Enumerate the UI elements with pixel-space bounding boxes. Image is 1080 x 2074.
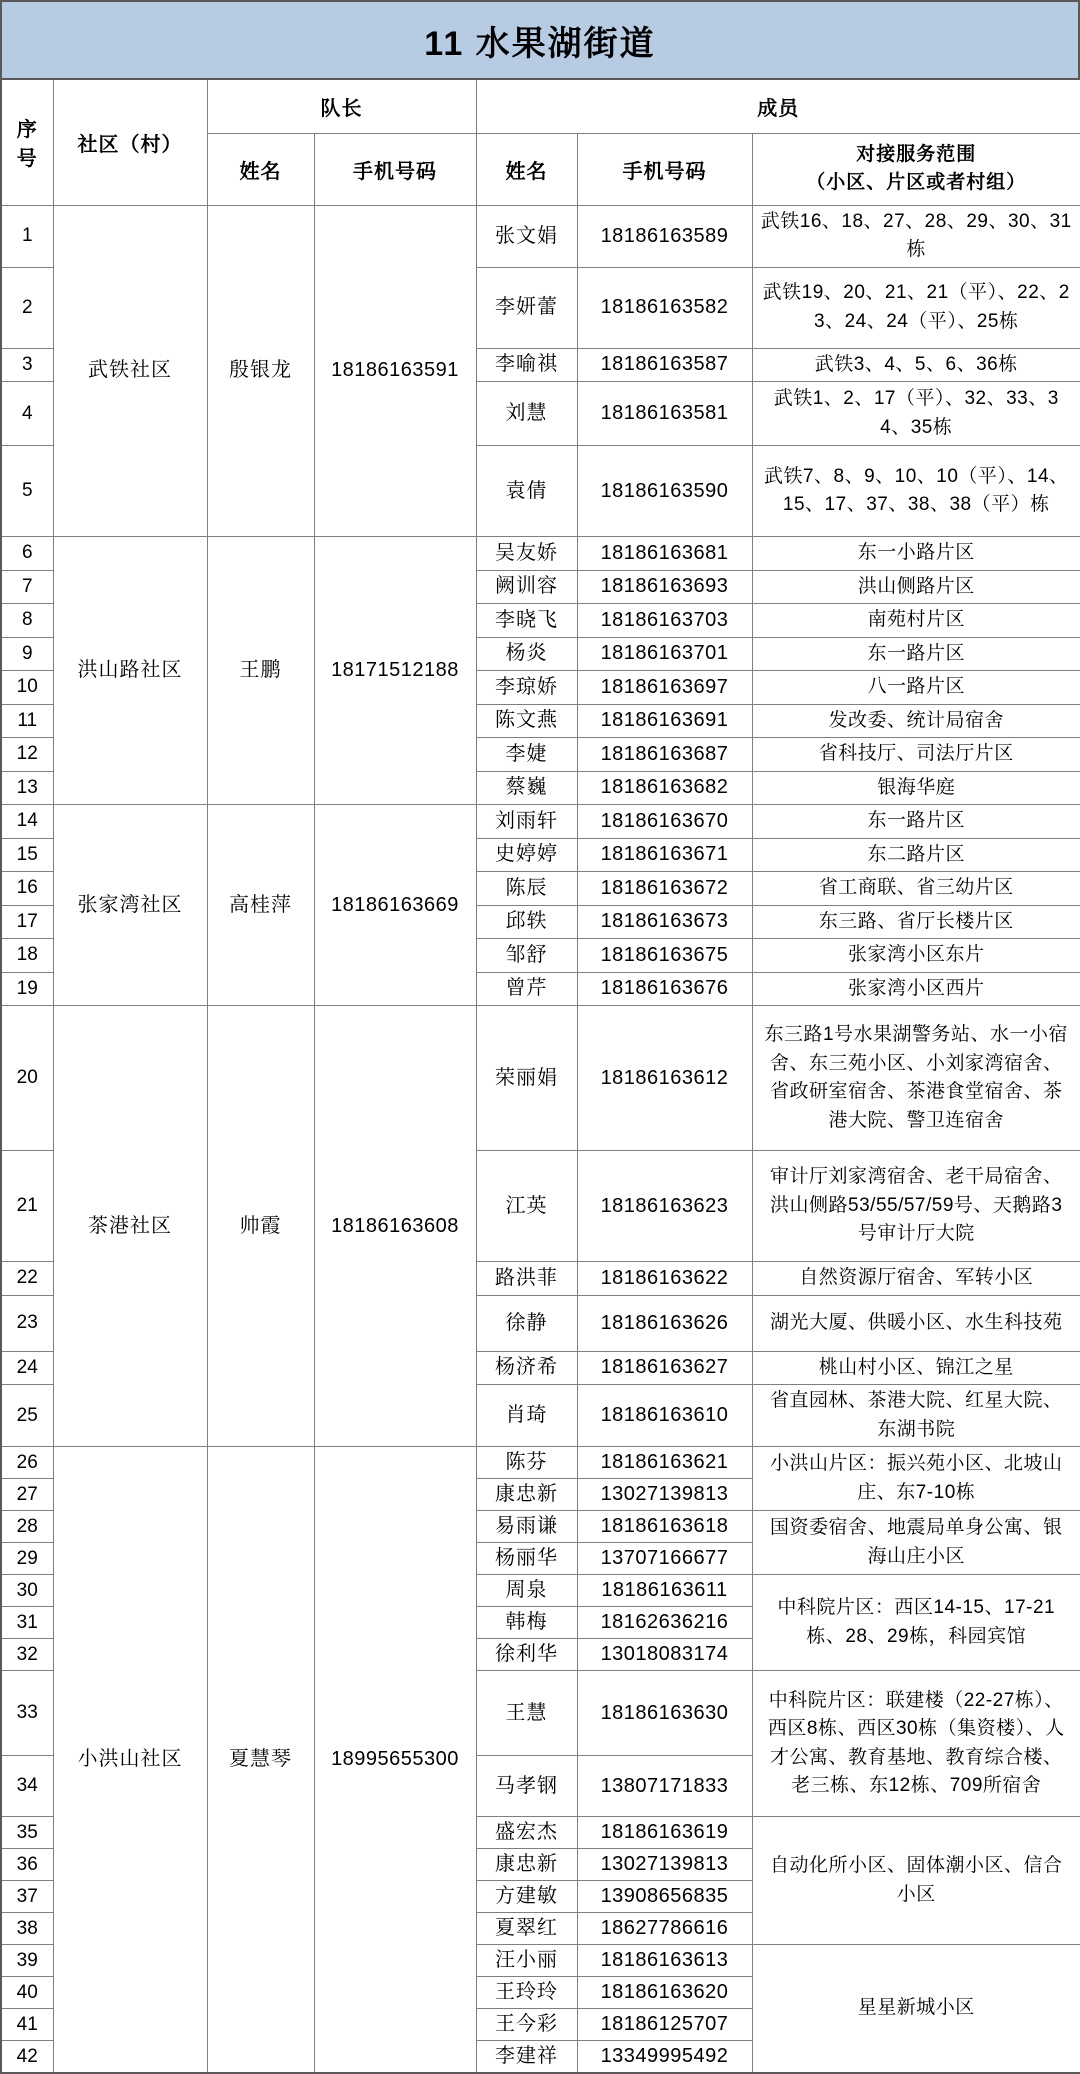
member-phone-cell: 13018083174 (577, 1639, 752, 1671)
member-phone-cell: 18186163630 (577, 1671, 752, 1756)
member-name-cell: 韩梅 (476, 1607, 577, 1639)
service-area-cell: 东一路片区 (752, 805, 1080, 839)
member-phone-cell: 18186163626 (577, 1295, 752, 1351)
header-service-scope-line1: 对接服务范围 (856, 144, 977, 166)
member-phone-cell: 18186163582 (577, 267, 752, 348)
page-title: 11 水果湖街道 (424, 24, 656, 63)
leader-name-cell: 帅霞 (207, 1006, 314, 1447)
member-phone-cell: 18186163611 (577, 1575, 752, 1607)
member-phone-cell: 18162636216 (577, 1607, 752, 1639)
service-area-cell: 省直园林、茶港大院、红星大院、东湖书院 (752, 1385, 1080, 1447)
table-header (1, 79, 1080, 205)
service-area-cell: 审计厅刘家湾宿舍、老干局宿舍、洪山侧路53/55/57/59号、天鹅路3号审计厅大院 (752, 1151, 1080, 1262)
service-area-cell: 武铁7、8、9、10、10（平）、14、15、17、37、38、38（平）栋 (752, 446, 1080, 537)
community-cell: 武铁社区 (53, 205, 207, 537)
member-phone-cell: 18186163621 (577, 1447, 752, 1479)
service-area-cell: 小洪山片区：振兴苑小区、北坡山庄、东7-10栋 (752, 1447, 1080, 1511)
member-name-cell: 史婷婷 (476, 838, 577, 872)
leader-name-cell: 高桂萍 (207, 805, 314, 1006)
member-name-cell: 李晓飞 (476, 604, 577, 638)
member-name-cell: 杨丽华 (476, 1543, 577, 1575)
row-number-cell: 40 (1, 1977, 53, 2009)
leader-phone-cell: 18186163608 (314, 1006, 476, 1447)
row-number-cell: 9 (1, 637, 53, 671)
row-number-cell: 8 (1, 604, 53, 638)
member-phone-cell: 18186163589 (577, 205, 752, 267)
member-name-cell: 曾芹 (476, 972, 577, 1006)
member-name-cell: 易雨谦 (476, 1511, 577, 1543)
member-phone-cell: 18186163676 (577, 972, 752, 1006)
member-name-cell: 李建祥 (476, 2041, 577, 2074)
member-phone-cell: 13027139813 (577, 1849, 752, 1881)
member-name-cell: 康忠新 (476, 1849, 577, 1881)
member-phone-cell: 18186163682 (577, 771, 752, 805)
service-area-cell: 自动化所小区、固体潮小区、信合小区 (752, 1817, 1080, 1945)
member-name-cell: 康忠新 (476, 1479, 577, 1511)
member-phone-cell: 18186163612 (577, 1006, 752, 1151)
member-name-cell: 袁倩 (476, 446, 577, 537)
row-number-cell: 21 (1, 1151, 53, 1262)
service-area-cell: 湖光大厦、供暖小区、水生科技苑 (752, 1295, 1080, 1351)
header-member-phone: 手机号码 (577, 133, 752, 205)
member-phone-cell: 18186163620 (577, 1977, 752, 2009)
table-row (1, 1006, 1080, 1151)
row-number-cell: 34 (1, 1756, 53, 1817)
member-name-cell: 李妍蕾 (476, 267, 577, 348)
row-number-cell: 24 (1, 1351, 53, 1385)
service-area-cell: 中科院片区：联建楼（22-27栋）、西区8栋、西区30栋（集资楼）、人才公寓、教育基地、教育综合楼、老三栋、东12栋、709所宿舍 (752, 1671, 1080, 1817)
member-name-cell: 李琼娇 (476, 671, 577, 705)
service-area-cell: 张家湾小区东片 (752, 939, 1080, 973)
member-phone-cell: 18186163703 (577, 604, 752, 638)
row-number-cell: 16 (1, 872, 53, 906)
member-name-cell: 杨炎 (476, 637, 577, 671)
community-cell: 洪山路社区 (53, 537, 207, 805)
header-member: 成员 (476, 79, 1080, 133)
member-phone-cell: 18186163623 (577, 1151, 752, 1262)
member-name-cell: 徐静 (476, 1295, 577, 1351)
table-row (1, 1447, 1080, 1479)
row-number-cell: 19 (1, 972, 53, 1006)
service-area-cell: 武铁16、18、27、28、29、30、31栋 (752, 205, 1080, 267)
row-number-cell: 26 (1, 1447, 53, 1479)
member-name-cell: 刘雨轩 (476, 805, 577, 839)
member-phone-cell: 18186163701 (577, 637, 752, 671)
member-name-cell: 陈芬 (476, 1447, 577, 1479)
member-phone-cell: 18186125707 (577, 2009, 752, 2041)
member-phone-cell: 18186163672 (577, 872, 752, 906)
row-number-cell: 31 (1, 1607, 53, 1639)
service-area-cell: 省科技厅、司法厅片区 (752, 738, 1080, 772)
row-number-cell: 20 (1, 1006, 53, 1151)
row-number-cell: 10 (1, 671, 53, 705)
leader-phone-cell: 18995655300 (314, 1447, 476, 2074)
row-number-cell: 29 (1, 1543, 53, 1575)
member-name-cell: 方建敏 (476, 1881, 577, 1913)
member-name-cell: 陈辰 (476, 872, 577, 906)
street-roster-table (0, 78, 1080, 2074)
member-phone-cell: 18186163587 (577, 348, 752, 382)
community-cell: 小洪山社区 (53, 1447, 207, 2074)
service-area-cell: 银海华庭 (752, 771, 1080, 805)
row-number-cell: 6 (1, 537, 53, 571)
leader-phone-cell: 18186163591 (314, 205, 476, 537)
member-name-cell: 陈文燕 (476, 704, 577, 738)
row-number-cell: 15 (1, 838, 53, 872)
service-area-cell: 武铁1、2、17（平）、32、33、34、35栋 (752, 382, 1080, 446)
member-phone-cell: 13027139813 (577, 1479, 752, 1511)
table-row (1, 805, 1080, 839)
service-area-cell: 东三路1号水果湖警务站、水一小宿舍、东三苑小区、小刘家湾宿舍、省政研室宿舍、茶港食堂宿舍、茶港大院、警卫连宿舍 (752, 1006, 1080, 1151)
row-number-cell: 27 (1, 1479, 53, 1511)
service-area-cell: 南苑村片区 (752, 604, 1080, 638)
row-number-cell: 3 (1, 348, 53, 382)
member-name-cell: 江英 (476, 1151, 577, 1262)
member-name-cell: 汪小丽 (476, 1945, 577, 1977)
member-phone-cell: 18186163675 (577, 939, 752, 973)
service-area-cell: 武铁19、20、21、21（平）、22、23、24、24（平）、25栋 (752, 267, 1080, 348)
member-phone-cell: 18186163618 (577, 1511, 752, 1543)
service-area-cell: 武铁3、4、5、6、36栋 (752, 348, 1080, 382)
row-number-cell: 14 (1, 805, 53, 839)
service-area-cell: 东二路片区 (752, 838, 1080, 872)
service-area-cell: 洪山侧路片区 (752, 570, 1080, 604)
member-phone-cell: 18186163619 (577, 1817, 752, 1849)
row-number-cell: 30 (1, 1575, 53, 1607)
row-number-cell: 25 (1, 1385, 53, 1447)
member-phone-cell: 13707166677 (577, 1543, 752, 1575)
member-phone-cell: 18186163670 (577, 805, 752, 839)
header-leader-phone: 手机号码 (314, 133, 476, 205)
row-number-cell: 1 (1, 205, 53, 267)
member-phone-cell: 13908656835 (577, 1881, 752, 1913)
service-area-cell: 东三路、省厅长楼片区 (752, 905, 1080, 939)
table-row (1, 537, 1080, 571)
row-number-cell: 12 (1, 738, 53, 772)
row-number-cell: 11 (1, 704, 53, 738)
member-name-cell: 马孝钢 (476, 1756, 577, 1817)
header-service-scope (752, 133, 1080, 205)
member-phone-cell: 18186163691 (577, 704, 752, 738)
row-number-cell: 33 (1, 1671, 53, 1756)
member-phone-cell: 18627786616 (577, 1913, 752, 1945)
leader-phone-cell: 18171512188 (314, 537, 476, 805)
member-name-cell: 夏翠红 (476, 1913, 577, 1945)
service-area-cell: 东一路片区 (752, 637, 1080, 671)
leader-phone-cell: 18186163669 (314, 805, 476, 1006)
leader-name-cell: 夏慧琴 (207, 1447, 314, 2074)
member-phone-cell: 18186163581 (577, 382, 752, 446)
member-phone-cell: 18186163693 (577, 570, 752, 604)
header-no: 序号 (1, 79, 53, 205)
service-area-cell: 省工商联、省三幼片区 (752, 872, 1080, 906)
row-number-cell: 35 (1, 1817, 53, 1849)
header-community: 社区（村） (53, 79, 207, 205)
service-area-cell: 国资委宿舍、地震局单身公寓、银海山庄小区 (752, 1511, 1080, 1575)
member-name-cell: 吴友娇 (476, 537, 577, 571)
service-area-cell: 中科院片区：西区14-15、17-21栋、28、29栋，科园宾馆 (752, 1575, 1080, 1671)
row-number-cell: 5 (1, 446, 53, 537)
row-number-cell: 7 (1, 570, 53, 604)
header-member-name: 姓名 (476, 133, 577, 205)
header-leader-name: 姓名 (207, 133, 314, 205)
member-name-cell: 蔡巍 (476, 771, 577, 805)
member-name-cell: 阙训容 (476, 570, 577, 604)
row-number-cell: 32 (1, 1639, 53, 1671)
header-row-groups (1, 79, 1080, 133)
row-number-cell: 37 (1, 1881, 53, 1913)
row-number-cell: 23 (1, 1295, 53, 1351)
member-phone-cell: 18186163681 (577, 537, 752, 571)
community-cell: 茶港社区 (53, 1006, 207, 1447)
member-name-cell: 王今彩 (476, 2009, 577, 2041)
service-area-cell: 八一路片区 (752, 671, 1080, 705)
header-leader: 队长 (207, 79, 476, 133)
leader-name-cell: 殷银龙 (207, 205, 314, 537)
member-name-cell: 杨济希 (476, 1351, 577, 1385)
service-area-cell: 发改委、统计局宿舍 (752, 704, 1080, 738)
member-phone-cell: 18186163622 (577, 1262, 752, 1296)
row-number-cell: 22 (1, 1262, 53, 1296)
member-name-cell: 荣丽娟 (476, 1006, 577, 1151)
row-number-cell: 36 (1, 1849, 53, 1881)
service-area-cell: 东一小路片区 (752, 537, 1080, 571)
row-number-cell: 13 (1, 771, 53, 805)
member-phone-cell: 18186163687 (577, 738, 752, 772)
member-name-cell: 李喻祺 (476, 348, 577, 382)
member-name-cell: 周泉 (476, 1575, 577, 1607)
member-phone-cell: 18186163590 (577, 446, 752, 537)
row-number-cell: 4 (1, 382, 53, 446)
member-name-cell: 徐利华 (476, 1639, 577, 1671)
member-name-cell: 路洪菲 (476, 1262, 577, 1296)
row-number-cell: 2 (1, 267, 53, 348)
row-number-cell: 28 (1, 1511, 53, 1543)
member-phone-cell: 18186163673 (577, 905, 752, 939)
member-name-cell: 李婕 (476, 738, 577, 772)
row-number-cell: 39 (1, 1945, 53, 1977)
member-phone-cell: 18186163697 (577, 671, 752, 705)
member-name-cell: 王慧 (476, 1671, 577, 1756)
table-row (1, 205, 1080, 267)
row-number-cell: 17 (1, 905, 53, 939)
header-service-scope-line2: （小区、片区或者村组） (806, 172, 1027, 193)
community-cell: 张家湾社区 (53, 805, 207, 1006)
row-number-cell: 41 (1, 2009, 53, 2041)
member-name-cell: 肖琦 (476, 1385, 577, 1447)
table-body (1, 205, 1080, 2073)
member-name-cell: 王玲玲 (476, 1977, 577, 2009)
member-phone-cell: 13349995492 (577, 2041, 752, 2074)
member-name-cell: 邱轶 (476, 905, 577, 939)
row-number-cell: 18 (1, 939, 53, 973)
member-name-cell: 邹舒 (476, 939, 577, 973)
member-phone-cell: 18186163627 (577, 1351, 752, 1385)
service-area-cell: 桃山村小区、锦江之星 (752, 1351, 1080, 1385)
row-number-cell: 42 (1, 2041, 53, 2074)
member-name-cell: 刘慧 (476, 382, 577, 446)
service-area-cell: 自然资源厅宿舍、军转小区 (752, 1262, 1080, 1296)
member-name-cell: 张文娟 (476, 205, 577, 267)
service-area-cell: 星星新城小区 (752, 1945, 1080, 2074)
member-phone-cell: 18186163671 (577, 838, 752, 872)
service-area-cell: 张家湾小区西片 (752, 972, 1080, 1006)
title-bar (0, 0, 1080, 78)
member-phone-cell: 13807171833 (577, 1756, 752, 1817)
member-name-cell: 盛宏杰 (476, 1817, 577, 1849)
member-phone-cell: 18186163610 (577, 1385, 752, 1447)
member-phone-cell: 18186163613 (577, 1945, 752, 1977)
leader-name-cell: 王鹏 (207, 537, 314, 805)
row-number-cell: 38 (1, 1913, 53, 1945)
